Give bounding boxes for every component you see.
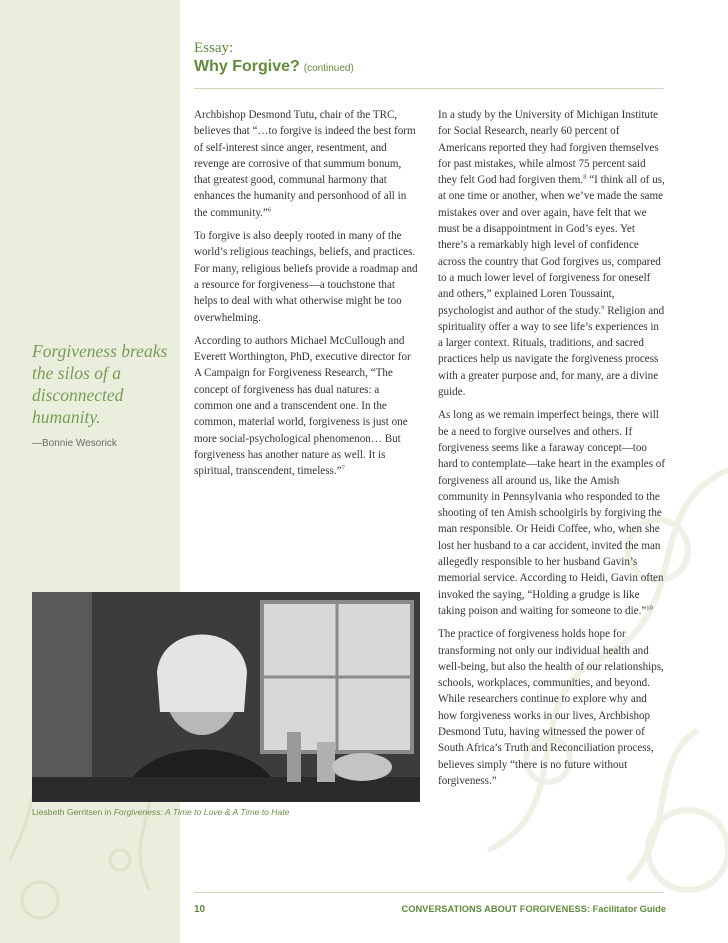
page-title — [194, 58, 354, 76]
portrait-photo — [32, 592, 420, 802]
paragraph-text: According to authors Michael McCullough and Everett Worthington, PhD, executive director for A Campaign for Forgiveness Research, “The concept of forgiveness has dual natures: a common one and a transcendent one. In the common, material world, forgiveness is just one more social-psychological phenomenon… But forgiveness has another nature as well. It is spiritual, transcendent, timeless.” — [194, 334, 411, 478]
paragraph — [194, 333, 420, 480]
caption-film-title: Forgiveness: A Time to Love & A Time to Hate — [113, 807, 290, 817]
photo-caption — [32, 807, 392, 817]
right-text-column — [438, 107, 666, 796]
left-text-column — [194, 107, 420, 487]
portrait-image-icon — [32, 592, 420, 802]
endnote-ref: 10 — [646, 604, 653, 612]
continued-label: (continued) — [303, 63, 354, 74]
paragraph-text: As long as we remain imperfect beings, there will be a need to forgive ourselves and others. If forgiveness seems like a faraway concept—too hard to contemplate—take heart in the examples of forgiveness all around us, like the Amish community in Pennsylvania who responded to the shooting of ten Amish schoolgirls by forgiving the man responsible. Or Heidi Coffee, who, when she lost her husband to a car accident, invited the man allegedly responsible to her husband Gavin’s memorial service. According to Heidi, Gavin often invoked the saying, “Holding a grudge is like taking poison and waiting for someone to die.” — [438, 409, 666, 617]
paragraph-text: Religion and spirituality offer a way to see life’s experiences in a larger context. Rituals, traditions, and sacred practices help us navigate the forgiveness process with a greater purpose and, for many, are a divine guide. — [438, 304, 665, 399]
pull-quote-attribution: —Bonnie Wesorick — [32, 438, 117, 449]
endnote-ref: 8 — [583, 173, 587, 181]
footer-divider — [194, 892, 664, 893]
footer-title: CONVERSATIONS ABOUT FORGIVENESS: Facilitator Guide — [401, 904, 666, 914]
paragraph-text: In a study by the University of Michigan Institute for Social Research, nearly 60 percent of Americans reported they had forgiven themselves for past mistakes, while almost 75 percent said they felt God had forgiven them. — [438, 109, 659, 187]
page-number: 10 — [194, 904, 206, 915]
title-text: Why Forgive? — [194, 58, 300, 75]
pull-quote: Forgiveness breaks the silos of a disconnected humanity. — [32, 341, 168, 427]
header-divider — [194, 88, 664, 89]
paragraph: To forgive is also deeply rooted in many of the world’s religious teachings, beliefs, and practices. For many, religious beliefs provide a roadmap and a resource for forgiveness—a touchstone that helps to deal with what otherwise might be too overwhelming. — [194, 230, 418, 324]
paragraph — [194, 107, 420, 221]
endnote-ref: 7 — [341, 464, 345, 472]
paragraph-text: “I think all of us, at one time or another, when we’ve made the same mistakes over and over again, have felt that we must be a disappointment in God’s eyes. Yet there’s a remarkably high level of confidence across the country that God forgives us, compared to a much lower level of forgiveness for oneself and others,” explained Loren Toussaint, psychologist and author of the study. — [438, 174, 665, 317]
essay-kicker: Essay: — [194, 40, 234, 56]
endnote-ref: 6 — [267, 206, 272, 214]
caption-prefix: Liesbeth Gerritsen in — [32, 807, 114, 817]
paragraph — [438, 407, 666, 619]
endnote-ref: 9 — [601, 303, 605, 311]
paragraph — [438, 107, 666, 400]
paragraph-text: Archbishop Desmond Tutu, chair of the TRC, believes that “…to forgive is indeed the best form of self-interest since anger, resentment, and revenge are corrosive of that summum bonum, that greatest good, communal harmony that enhances the humanity and personhood of all in the community.” — [194, 109, 416, 219]
paragraph: The practice of forgiveness holds hope for transforming not only our individual health and well-being, but also the health of our relationships, schools, workplaces, communities, and beyond. While researchers continue to explore why and how forgiveness works in our lives, Archbishop Desmond Tutu, having witnessed the power of South Africa’s Truth and Reconciliation process, believes simply “there is no future without forgiveness.” — [438, 628, 664, 787]
